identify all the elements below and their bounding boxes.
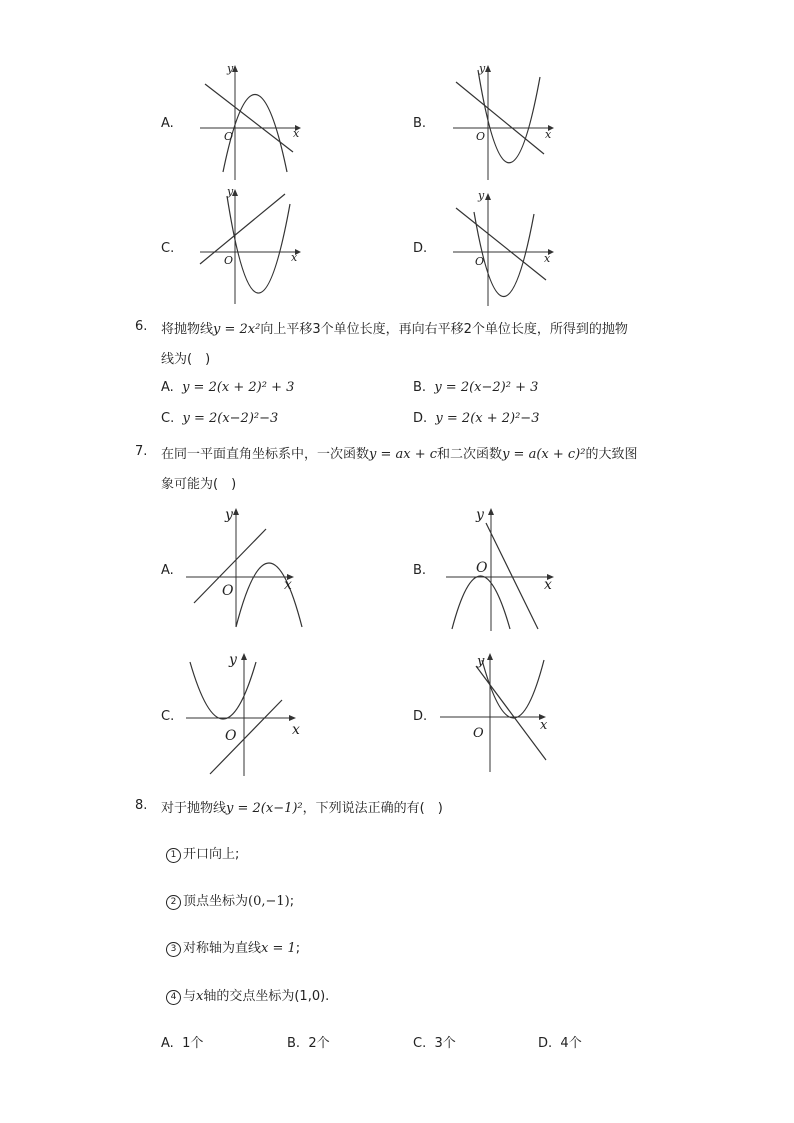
statement-formula: x: [196, 989, 204, 1004]
line-graph: [486, 523, 538, 629]
q6-formula: y = 2x²: [213, 322, 261, 337]
q5-option-d-label[interactable]: D.: [413, 241, 428, 256]
svg-text:O: O: [476, 130, 486, 143]
circled-number: 1: [166, 848, 181, 863]
statement-text: ;: [289, 894, 295, 909]
q7-stem-line-2: 象可能为( ): [161, 477, 237, 492]
q5-option-a-graph: [195, 62, 305, 182]
q8-statement-4: [166, 985, 329, 1005]
parabola-graph: [227, 196, 290, 293]
parabola-graph: [478, 70, 540, 163]
option-label: A.: [161, 1036, 174, 1051]
q7-option-a-graph: [186, 505, 306, 630]
svg-text:O: O: [476, 560, 488, 576]
q8-statement-3: [166, 937, 300, 957]
svg-text:x: x: [544, 252, 551, 265]
option-formula: y = 2(x + 2)² + 3: [182, 380, 295, 395]
option-label: C.: [413, 1036, 427, 1051]
q6-stem-text: 向上平移3个单位长度，再向右平移2个单位长度，所得到的抛物: [260, 322, 628, 337]
q8-stem-text: ，下列说法正确的有( ): [302, 801, 443, 816]
statement-text: 对称轴为直线: [183, 941, 262, 956]
q8-number: 8.: [135, 798, 148, 813]
q7-option-d-label[interactable]: D.: [413, 709, 428, 724]
q6-option-c[interactable]: [161, 411, 278, 426]
q8-option-b[interactable]: [287, 1032, 330, 1051]
option-label: D.: [538, 1036, 553, 1051]
q5-option-a-label[interactable]: A.: [161, 116, 174, 131]
option-formula: y = 2(x + 2)²−3: [435, 411, 540, 426]
svg-text:y: y: [227, 185, 234, 198]
svg-text:O: O: [224, 254, 234, 267]
circled-number: 4: [166, 990, 181, 1005]
q6-stem-text: 将抛物线: [161, 322, 214, 337]
statement-text: 开口向上;: [183, 847, 240, 862]
q6-option-b[interactable]: [413, 380, 538, 395]
statement-text: ;: [295, 941, 301, 956]
q6-option-d[interactable]: [413, 411, 539, 426]
parabola-graph: [482, 660, 544, 718]
circled-number: 2: [166, 895, 181, 910]
q8-statement-2: [166, 890, 294, 910]
q8-option-d[interactable]: [538, 1032, 582, 1051]
svg-text:y: y: [476, 507, 484, 523]
option-text: 1个: [182, 1036, 204, 1051]
q7-option-c-graph: [186, 648, 306, 778]
q7-stem-text: 在同一平面直角坐标系中，一次函数: [161, 447, 370, 462]
svg-text:O: O: [475, 255, 485, 268]
svg-text:x: x: [544, 577, 552, 593]
svg-text:O: O: [222, 583, 234, 599]
parabola-graph: [190, 662, 256, 719]
svg-text:x: x: [293, 127, 300, 140]
q8-formula: y = 2(x−1)²: [226, 801, 303, 816]
statement-text: 与: [183, 989, 197, 1004]
svg-text:x: x: [545, 128, 552, 141]
svg-text:y: y: [477, 654, 485, 669]
q7-stem-line-1: [161, 443, 637, 462]
q8-option-c[interactable]: [413, 1032, 456, 1051]
q8-statement-1: [166, 843, 239, 863]
q7-stem-text: 和二次函数: [437, 447, 503, 462]
q5-option-d-graph: [448, 190, 558, 310]
q7-option-a-label[interactable]: A.: [161, 563, 174, 578]
svg-text:y: y: [229, 652, 237, 668]
svg-text:y: y: [225, 507, 233, 523]
svg-text:x: x: [291, 251, 298, 264]
svg-text:O: O: [225, 728, 237, 744]
statement-formula: (0,−1): [248, 894, 290, 909]
q7-option-b-label[interactable]: B.: [413, 563, 427, 578]
q7-option-c-label[interactable]: C.: [161, 709, 175, 724]
svg-text:y: y: [479, 62, 486, 75]
q5-option-c-graph: [195, 186, 305, 306]
q5-option-c-label[interactable]: C.: [161, 241, 175, 256]
q7-option-d-graph: [440, 650, 560, 775]
option-text: 4个: [560, 1036, 582, 1051]
option-label: C.: [161, 411, 175, 426]
q7-formula-quadratic: y = a(x + c)²: [502, 447, 586, 462]
q8-option-a[interactable]: [161, 1032, 203, 1051]
svg-text:O: O: [473, 726, 484, 741]
parabola-graph: [452, 576, 510, 629]
svg-text:x: x: [540, 718, 548, 733]
q8-stem: [161, 797, 443, 816]
parabola-graph: [236, 563, 302, 627]
option-label: B.: [413, 380, 427, 395]
q6-option-a[interactable]: [161, 380, 294, 395]
svg-text:y: y: [227, 62, 234, 75]
svg-text:x: x: [292, 722, 300, 738]
q8-stem-text: 对于抛物线: [161, 801, 227, 816]
option-formula: y = 2(x−2)² + 3: [434, 380, 539, 395]
q6-stem-line-1: [161, 318, 628, 337]
line-graph: [210, 700, 282, 774]
line-graph: [200, 194, 285, 264]
q7-number: 7.: [135, 444, 148, 459]
option-label: D.: [413, 411, 428, 426]
line-graph: [476, 666, 546, 760]
q6-number: 6.: [135, 319, 148, 334]
statement-text: 轴的交点坐标为(1,0).: [203, 989, 330, 1004]
statement-formula: x = 1: [261, 941, 296, 956]
q7-option-b-graph: [446, 503, 566, 633]
svg-text:x: x: [284, 577, 292, 593]
option-formula: y = 2(x−2)²−3: [182, 411, 279, 426]
svg-text:y: y: [478, 189, 485, 202]
option-text: 3个: [434, 1036, 456, 1051]
statement-text: 顶点坐标为: [183, 894, 249, 909]
option-text: 2个: [308, 1036, 330, 1051]
q5-option-b-label[interactable]: B.: [413, 116, 427, 131]
q5-option-b-graph: [448, 62, 558, 182]
option-label: A.: [161, 380, 174, 395]
q7-stem-text: 的大致图: [585, 447, 638, 462]
q7-formula-linear: y = ax + c: [369, 447, 438, 462]
circled-number: 3: [166, 942, 181, 957]
q6-stem-line-2: 线为( ): [161, 352, 211, 367]
svg-text:O: O: [224, 130, 234, 143]
option-label: B.: [287, 1036, 301, 1051]
